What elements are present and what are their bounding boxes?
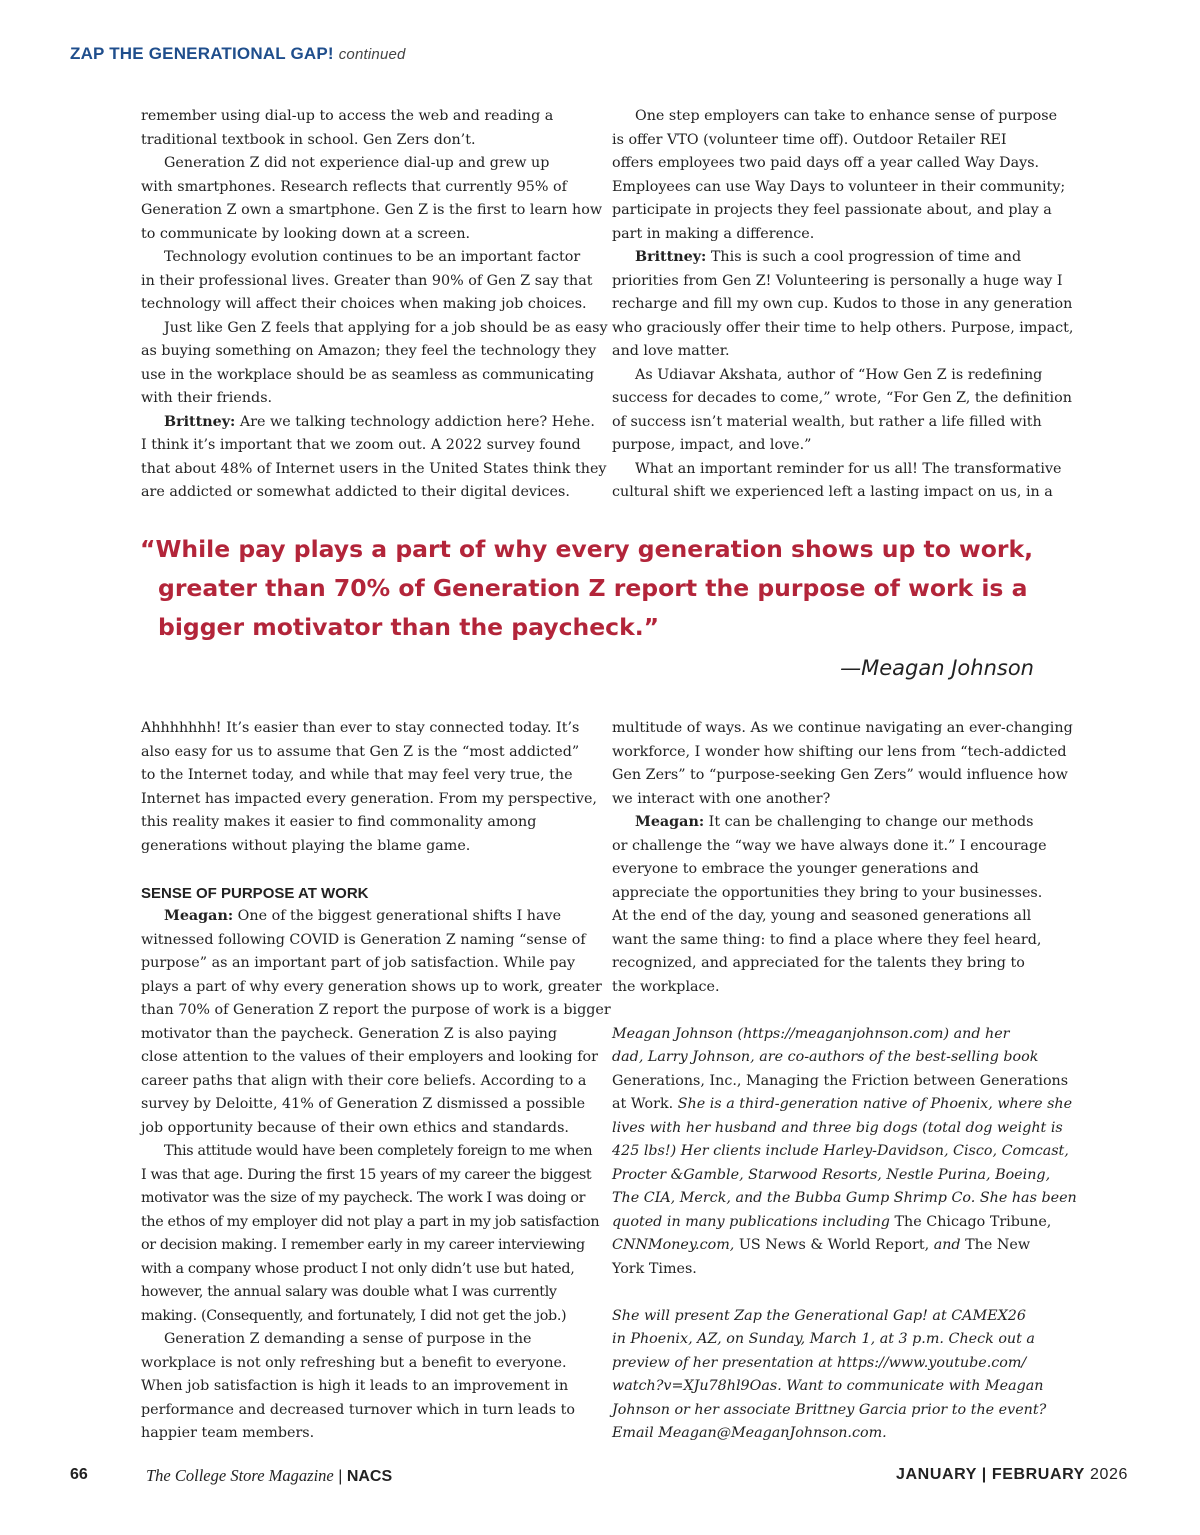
text-line: lives with her husband and three big dogs (total dog weight is [612,1119,1063,1136]
text-line: success for decades to come,” wrote, “For Gen Z, the definition [612,390,1072,406]
text-line: CNNMoney.com, US News & World Report, and The New [612,1237,1031,1253]
text-line: performance and decreased turnover which in turn leads to [141,1401,575,1418]
magazine-credit [146,1466,392,1486]
text-line: 425 lbs!) Her clients include Harley-Davidson, Cisco, Comcast, [612,1143,1069,1159]
text-line: everyone to embrace the younger generations and [612,861,979,877]
header-title: ZAP THE GENERATIONAL GAP! [70,44,334,63]
text-line: preview of her presentation at https://www.youtube.com/ [612,1354,1027,1371]
text-line: technology will affect their choices when making job choices. [141,296,587,312]
text-line: Meagan: One of the biggest generational shifts I have [164,908,562,924]
text-line: motivator was the size of my paycheck. The work I was doing or [141,1190,586,1206]
text-line: job opportunity because of their own ethics and standards. [141,1119,569,1136]
text-line: workforce, I wonder how shifting our lens from “tech-addicted [612,743,1067,760]
text-line: also easy for us to assume that Gen Z is the “most addicted” [141,743,580,760]
text-line: is offer VTO (volunteer time off). Outdoor Retailer REI [612,131,1007,148]
text-line: close attention to the values of their employers and looking for [141,1049,598,1065]
speaker-name: Brittney: [635,249,707,265]
text-line: workplace is not only refreshing but a benefit to everyone. [141,1354,567,1371]
text-line: purpose” as an important part of job satisfaction. While pay [141,955,576,971]
speaker-name: Meagan: [164,908,234,924]
paragraph [141,905,611,1140]
author-bio [612,1023,1077,1282]
text-line: of success isn’t material wealth, but rather a life filled with [612,413,1042,430]
paragraph [141,152,603,246]
text-line: quoted in many publications including The Chicago Tribune, [612,1213,1052,1230]
paragraph [141,1140,600,1328]
text-line: Technology evolution continues to be an important factor [164,249,581,265]
text-line: What an important reminder for us all! The transformative [635,460,1062,477]
text-line: career paths that align with their core beliefs. According to a [141,1072,587,1089]
text-line: recharge and fill my own cup. Kudos to those in any generation [612,296,1073,312]
issue-year: 2026 [1090,1466,1128,1483]
text-line: York Times. [612,1260,697,1277]
paragraph [141,317,608,411]
text-line: dad, Larry Johnson, are co-authors of the best-selling book [612,1049,1039,1065]
text-line: Generations, Inc., Managing the Friction between Generations [612,1072,1069,1089]
top-left-column [141,105,608,505]
text-line: Meagan Johnson (https://meaganjohnson.com) and her [612,1025,1010,1042]
text-line: I was that age. During the first 15 years of my career the biggest [141,1166,592,1183]
text-line: appreciate the opportunities they bring to your businesses. [612,884,1043,901]
text-line: Employees can use Way Days to volunteer in their community; [612,178,1066,195]
text-line: traditional textbook in school. Gen Zers don’t. [141,131,476,148]
paragraph [612,811,1067,999]
text-line: She will present Zap the Generational Gap! at CAMEX26 [612,1307,1026,1324]
text-line: to the Internet today, and while that may feel very true, the [141,767,573,783]
footer-separator: | [338,1468,343,1485]
text-line: with smartphones. Research reflects that currently 95% of [141,178,567,195]
bottom-left-column [141,717,611,1446]
text-line: that about 48% of Internet users in the United States think they [141,460,607,477]
text-line: use in the workplace should be as seamless as communicating [141,366,595,383]
text-line: recognized, and appreciated for the talents they bring to [612,955,1025,971]
event-info [612,1305,1067,1446]
text-line: or challenge the “way we have always done it.” I encourage [612,837,1047,854]
paragraph [612,105,1067,246]
pull-quote-attribution: —Meagan Johnson [840,656,1034,680]
text-line: Procter &Gamble, Starwood Resorts, Nestle Purina, Boeing, [612,1166,1051,1183]
text-line: however, the annual salary was double what I was currently [141,1284,557,1300]
text-line: the ethos of my employer did not play a part in my job satisfaction [141,1213,600,1230]
text-line: Gen Zers” to “purpose-seeking Gen Zers” would influence how [612,767,1068,783]
text-line: participate in projects they feel passionate about, and play a [612,202,1052,218]
section-heading: SENSE OF PURPOSE AT WORK [141,884,369,902]
text-line: Internet has impacted every generation. From my perspective, [141,790,597,807]
text-line: witnessed following COVID is Generation Z naming “sense of [141,931,586,948]
text-line: This attitude would have been completely foreign to me when [164,1143,593,1159]
pull-quote-line: bigger motivator than the paycheck.” [158,613,660,641]
issue-months: JANUARY | FEBRUARY [896,1466,1085,1483]
text-line: in Phoenix, AZ, on Sunday, March 1, at 3 p.m. Check out a [612,1331,1035,1347]
text-line: and love matter. [612,343,730,359]
text-line: the workplace. [612,978,720,995]
text-line: Brittney: This is such a cool progression of time and [635,249,1022,265]
text-line: Generation Z demanding a sense of purpose in the [164,1331,532,1347]
text-line: At the end of the day, young and seasoned generations all [612,908,1032,924]
paragraph [141,1328,596,1446]
text-line: multitude of ways. As we continue navigating an ever-changing [612,720,1073,736]
text-line: The CIA, Merck, and the Bubba Gump Shrimp Co. She has been [612,1190,1077,1206]
org-name: NACS [346,1468,393,1485]
pull-quote [140,530,1100,647]
paragraph [612,246,1074,364]
text-line: to communicate by looking down at a screen. [141,225,471,242]
text-line: Meagan: It can be challenging to change our methods [635,814,1034,830]
text-line: cultural shift we experienced left a lasting impact on us, in a [612,484,1053,500]
page-number: 66 [70,1466,88,1483]
text-line: making. (Consequently, and fortunately, I did not get the job.) [141,1307,567,1324]
text-line: happier team members. [141,1425,315,1441]
text-line: offers employees two paid days off a year called Way Days. [612,155,1040,171]
text-line: in their professional lives. Greater than 90% of Gen Z say that [141,272,593,289]
text-line: part in making a difference. [612,225,815,242]
text-line: generations without playing the blame game. [141,837,471,854]
text-line: as buying something on Amazon; they feel the technology they [141,343,597,359]
text-line: or decision making. I remember early in my career interviewing [141,1237,585,1253]
paragraph [141,246,596,317]
text-line: want the same thing: to find a place where they feel heard, [612,931,1042,948]
text-line: Email Meagan@MeaganJohnson.com. [612,1425,887,1441]
text-line: Johnson or her associate Brittney Garcia prior to the event? [612,1401,1047,1418]
paragraph [141,105,596,152]
text-line: who graciously offer their time to help others. Purpose, impact, [612,319,1074,336]
text-line: purpose, impact, and love.” [612,437,812,453]
text-line: priorities from Gen Z! Volunteering is personally a huge way I [612,272,1063,289]
text-line: motivator than the paycheck. Generation Z is also paying [141,1025,557,1042]
text-line: Ahhhhhhh! It’s easier than ever to stay connected today. It’s [141,720,580,736]
text-line: this reality makes it easier to find commonality among [141,814,537,830]
text-line: remember using dial-up to access the web and reading a [141,108,554,124]
paragraph [612,458,1067,505]
text-line: Just like Gen Z feels that applying for a job should be as easy [164,319,608,336]
text-line: When job satisfaction is high it leads to an improvement in [141,1378,569,1394]
paragraph [141,717,596,858]
text-line: than 70% of Generation Z report the purpose of work is a bigger [141,1002,611,1018]
paragraph [612,364,1072,458]
text-line: are addicted or somewhat addicted to their digital devices. [141,484,570,500]
text-line: watch?v=XJu78hl9Oas. Want to communicate with Meagan [612,1378,1044,1394]
text-line: Generation Z own a smartphone. Gen Z is the first to learn how [141,202,603,218]
speaker-name: Meagan: [635,814,705,830]
text-line: with their friends. [141,390,273,406]
paragraph [612,717,1073,811]
pull-quote-line: greater than 70% of Generation Z report the purpose of work is a [158,574,1028,602]
issue-date [896,1466,1128,1484]
text-line: survey by Deloitte, 41% of Generation Z dismissed a possible [141,1096,586,1112]
text-line: I think it’s important that we zoom out. A 2022 survey found [141,437,581,453]
top-right-column [612,105,1074,505]
text-line: One step employers can take to enhance sense of purpose [635,108,1058,124]
text-line: at Work. She is a third-generation native of Phoenix, where she [612,1096,1073,1112]
paragraph [141,411,607,505]
text-line: with a company whose product I not only didn’t use but hated, [141,1260,575,1277]
text-line: As Udiavar Akshata, author of “How Gen Z is redefining [635,366,1043,383]
text-line: Brittney: Are we talking technology addiction here? Hehe. [164,413,595,430]
magazine-title: The College Store Magazine [146,1466,334,1485]
running-header [70,44,406,64]
speaker-name: Brittney: [164,413,236,430]
text-line: we interact with one another? [612,790,831,807]
header-continued: continued [338,46,406,63]
text-line: plays a part of why every generation shows up to work, greater [141,978,602,995]
text-line: Generation Z did not experience dial-up and grew up [164,155,550,171]
bottom-right-column [612,717,1077,1446]
pull-quote-line: “While pay plays a part of why every generation shows up to work, [140,535,1034,563]
